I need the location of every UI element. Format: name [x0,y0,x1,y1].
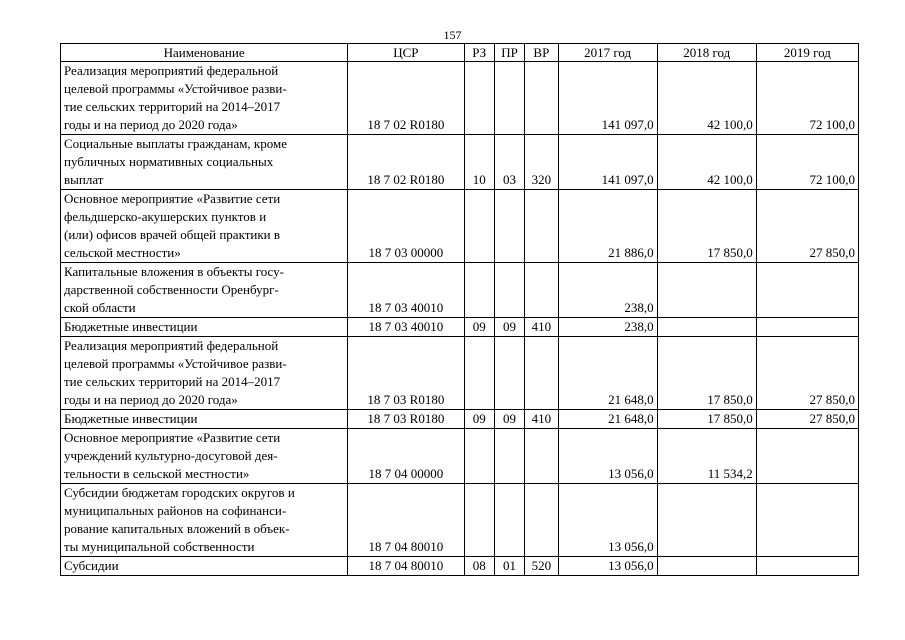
cell-pr [494,484,524,557]
cell-vr [525,62,558,135]
cell-y2019 [756,429,858,484]
header-pr: ПР [494,44,524,62]
table-row [61,429,859,484]
cell-y2017: 141 097,0 [558,135,657,190]
cell-y2017: 21 648,0 [558,410,657,429]
cell-name-line: годы и на период до 2020 года» [64,117,238,132]
cell-csr: 18 7 04 80010 [348,557,464,576]
cell-name-line: сельской местности» [64,245,181,260]
cell-y2017: 21 648,0 [558,337,657,410]
cell-rz [464,62,494,135]
cell-vr: 320 [525,135,558,190]
cell-name-line: дарственной собственности Оренбург- [64,282,279,297]
cell-vr [525,263,558,318]
cell-vr [525,484,558,557]
cell-y2019 [756,263,858,318]
cell-y2019: 72 100,0 [756,135,858,190]
cell-name-line: годы и на период до 2020 года» [64,392,238,407]
cell-name-line: ты муниципальной собственности [64,539,255,554]
budget-table [60,43,859,576]
table-row [61,484,859,557]
cell-rz [464,429,494,484]
cell-pr [494,190,524,263]
cell-y2018 [657,263,756,318]
cell-rz [464,484,494,557]
table-row [61,62,859,135]
cell-y2019: 27 850,0 [756,410,858,429]
cell-name-line: Социальные выплаты гражданам, кроме [64,136,287,151]
cell-name [61,135,348,190]
cell-y2017: 13 056,0 [558,429,657,484]
cell-name [61,337,348,410]
table-row [61,135,859,190]
cell-name-line: тельности в сельской местности» [64,466,250,481]
cell-name [61,429,348,484]
cell-name-line: Бюджетные инвестиции [64,411,198,426]
cell-name [61,190,348,263]
cell-y2019: 72 100,0 [756,62,858,135]
header-csr: ЦСР [348,44,464,62]
cell-name-line: муниципальных районов на софинанси- [64,503,287,518]
cell-y2018: 42 100,0 [657,62,756,135]
cell-name-line: рование капитальных вложений в объек- [64,521,290,536]
cell-y2018: 17 850,0 [657,190,756,263]
cell-csr: 18 7 03 R0180 [348,410,464,429]
cell-rz [464,190,494,263]
header-rz: РЗ [464,44,494,62]
cell-vr [525,190,558,263]
cell-name-line: публичных нормативных социальных [64,154,274,169]
cell-y2017: 141 097,0 [558,62,657,135]
table-row [61,318,859,337]
cell-name [61,263,348,318]
cell-rz: 09 [464,410,494,429]
cell-y2019 [756,318,858,337]
header-vr: ВР [525,44,558,62]
cell-pr [494,429,524,484]
cell-name-line: Капитальные вложения в объекты госу- [64,264,284,279]
cell-csr: 18 7 03 R0180 [348,337,464,410]
cell-csr: 18 7 03 00000 [348,190,464,263]
cell-rz: 08 [464,557,494,576]
cell-name-line: учреждений культурно-досуговой дея- [64,448,278,463]
cell-pr: 03 [494,135,524,190]
cell-rz [464,263,494,318]
cell-rz: 09 [464,318,494,337]
header-2017: 2017 год [558,44,657,62]
cell-name-line: тие сельских территорий на 2014–2017 [64,99,281,114]
table-row [61,337,859,410]
cell-csr: 18 7 02 R0180 [348,135,464,190]
cell-pr [494,263,524,318]
cell-pr [494,337,524,410]
cell-y2017: 13 056,0 [558,557,657,576]
cell-name-line: фельдшерско-акушерских пунктов и [64,209,267,224]
cell-vr: 520 [525,557,558,576]
cell-name [61,484,348,557]
table-header-row [61,44,859,62]
cell-name-line: целевой программы «Устойчивое разви- [64,81,287,96]
cell-csr: 18 7 04 00000 [348,429,464,484]
cell-y2017: 238,0 [558,318,657,337]
cell-y2018: 42 100,0 [657,135,756,190]
cell-name-line: тие сельских территорий на 2014–2017 [64,374,281,389]
cell-rz [464,337,494,410]
cell-name-line: Реализация мероприятий федеральной [64,63,279,78]
cell-y2018: 17 850,0 [657,410,756,429]
cell-y2017: 21 886,0 [558,190,657,263]
table-row [61,410,859,429]
cell-name-line: Бюджетные инвестиции [64,319,198,334]
cell-csr: 18 7 03 40010 [348,263,464,318]
cell-y2019: 27 850,0 [756,190,858,263]
cell-vr: 410 [525,318,558,337]
cell-name [61,62,348,135]
cell-rz: 10 [464,135,494,190]
cell-name-line: целевой программы «Устойчивое разви- [64,356,287,371]
cell-y2018 [657,318,756,337]
cell-name [61,410,348,429]
cell-y2017: 13 056,0 [558,484,657,557]
cell-vr [525,337,558,410]
cell-y2017: 238,0 [558,263,657,318]
cell-y2019: 27 850,0 [756,337,858,410]
cell-pr [494,62,524,135]
header-2019: 2019 год [756,44,858,62]
cell-y2018 [657,484,756,557]
cell-csr: 18 7 02 R0180 [348,62,464,135]
cell-name-line: выплат [64,172,104,187]
cell-vr: 410 [525,410,558,429]
cell-vr [525,429,558,484]
cell-pr: 01 [494,557,524,576]
cell-name [61,318,348,337]
cell-name-line: Основное мероприятие «Развитие сети [64,430,281,445]
cell-y2018: 11 534,2 [657,429,756,484]
cell-csr: 18 7 03 40010 [348,318,464,337]
cell-pr: 09 [494,410,524,429]
page-number: 157 [443,28,462,42]
cell-name-line: (или) офисов врачей общей практики в [64,227,281,242]
cell-y2019 [756,484,858,557]
cell-name-line: Основное мероприятие «Развитие сети [64,191,281,206]
cell-csr: 18 7 04 80010 [348,484,464,557]
header-name: Наименование [61,44,348,62]
cell-y2018: 17 850,0 [657,337,756,410]
cell-y2018 [657,557,756,576]
table-row [61,557,859,576]
cell-name-line: Субсидии [64,558,119,573]
cell-name-line: Реализация мероприятий федеральной [64,338,279,353]
header-2018: 2018 год [657,44,756,62]
table-row [61,263,859,318]
table-row [61,190,859,263]
table-body [61,62,859,576]
cell-pr: 09 [494,318,524,337]
cell-name-line: Субсидии бюджетам городских округов и [64,485,295,500]
cell-y2019 [756,557,858,576]
cell-name [61,557,348,576]
cell-name-line: ской области [64,300,136,315]
